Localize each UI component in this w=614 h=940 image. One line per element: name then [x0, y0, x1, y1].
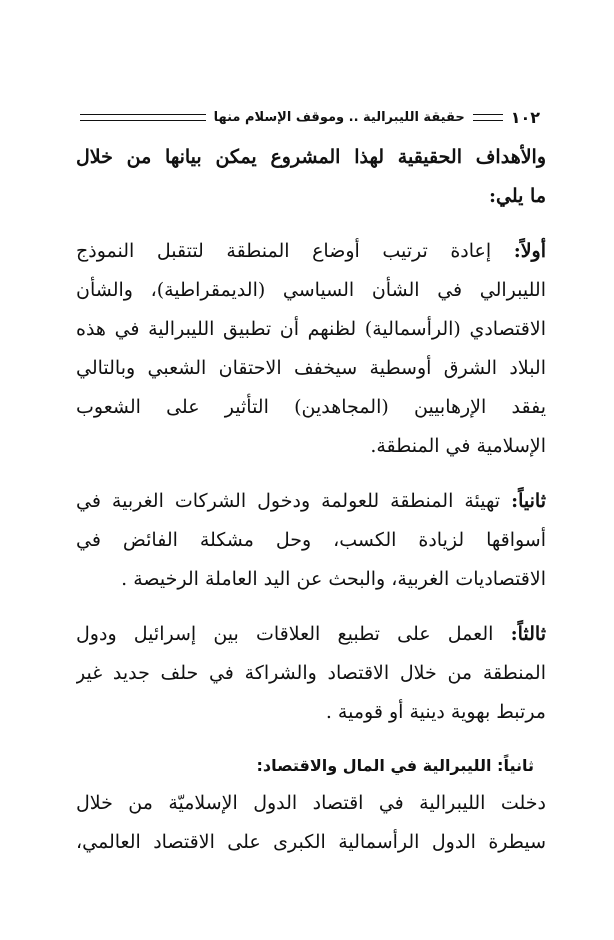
text-span: العمل على تطبيع العلاقات بين إسرائيل ودول	[76, 623, 494, 645]
paragraph-lead: أولاً:	[513, 240, 546, 262]
paragraph-first-line	[76, 482, 546, 521]
section-subheading: ثانياً: الليبرالية في المال والاقتصاد:	[256, 756, 534, 775]
text-line: والأهداف الحقيقية لهذا المشروع يمكن بيانها من خلال	[76, 146, 546, 168]
text-line: الاقتصادي (الرأسمالية) لظنهم أن تطبيق الليبرالية في هذه	[76, 318, 546, 340]
paragraph-lead: ثانياً:	[511, 490, 546, 512]
text-span: تهيئة المنطقة للعولمة ودخول الشركات الغربية في	[76, 490, 501, 512]
text-line: الاقتصاديات الغربية، والبحث عن اليد العاملة الرخيصة .	[121, 568, 546, 590]
text-line: أسواقها لزيادة الكسب، وحل مشكلة الفائض في	[76, 529, 546, 551]
text-line: المنطقة من خلال الاقتصاد والشراكة في حلف جديد غير	[76, 662, 546, 684]
text-line: دخلت الليبرالية في اقتصاد الدول الإسلاميّة من خلال	[76, 792, 546, 814]
page-number: ١٠٢	[510, 107, 540, 127]
header-rule-left	[80, 114, 206, 121]
text-line: الإسلامية في المنطقة.	[370, 435, 546, 457]
text-line: ما يلي:	[488, 185, 546, 207]
paragraph-first-line	[76, 615, 546, 654]
running-title: حقيقة الليبرالية .. وموقف الإسلام منها	[213, 109, 465, 125]
text-span: إعادة ترتيب أوضاع المنطقة لتتقبل النموذج	[76, 240, 492, 262]
header-rule-right	[473, 114, 503, 121]
text-line: يفقد الإرهابيين (المجاهدين) التأثير على الشعوب	[76, 396, 546, 418]
text-line: البلاد الشرق أوسطية سيخفف الاحتقان الشعبي وبالتالي	[76, 357, 546, 379]
text-line: الليبرالي في الشأن السياسي (الديمقراطية)، والشأن	[76, 279, 546, 301]
page-body	[76, 138, 546, 862]
text-line: سيطرة الدول الرأسمالية الكبرى على الاقتصاد العالمي،	[76, 831, 546, 853]
paragraph-first-line	[76, 232, 546, 271]
text-line: مرتبط بهوية دينية أو قومية .	[325, 701, 546, 723]
running-header	[80, 104, 540, 130]
paragraph-lead: ثالثاً:	[510, 623, 546, 645]
